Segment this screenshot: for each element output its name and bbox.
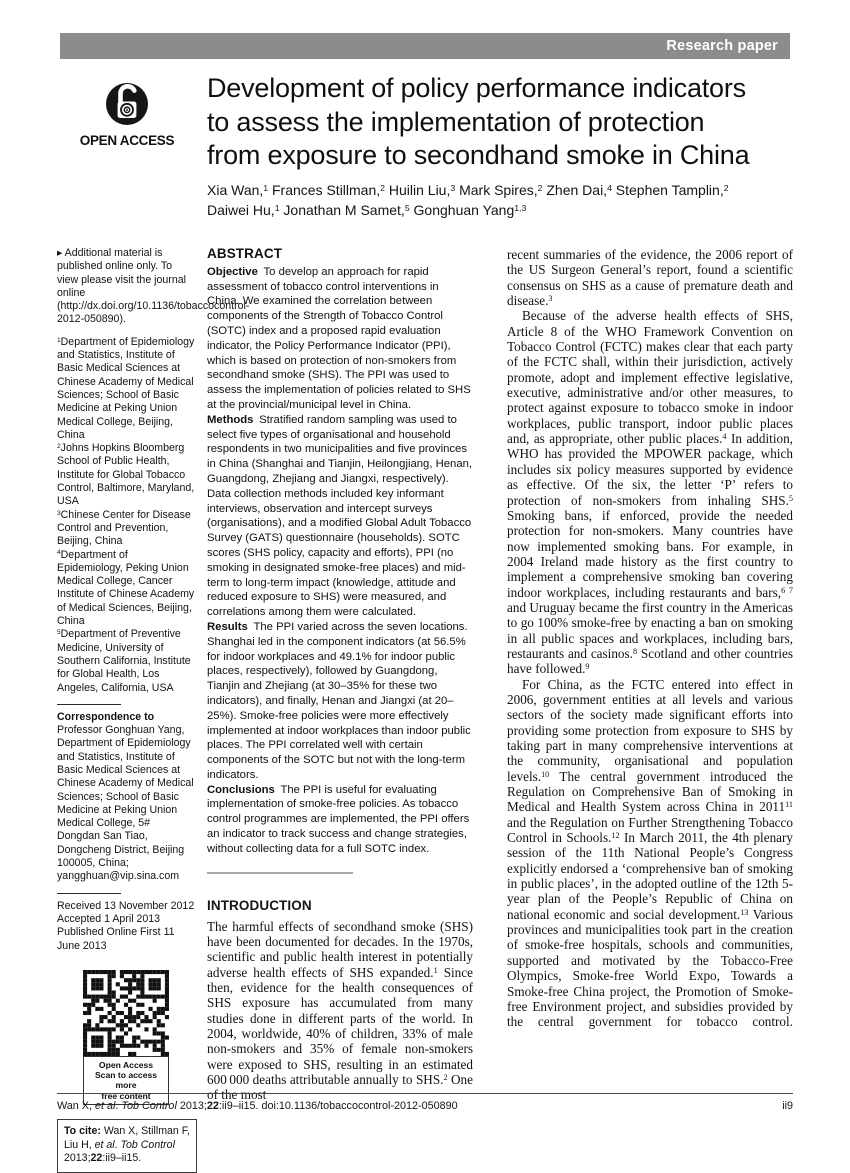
additional-material-note: ▸ Additional material is published online only. To view please visit the journal online (http://dx.doi.org/10.1136/tobaccocontrol-2012-050890). [57, 247, 250, 326]
abstract-paragraph: Objective To develop an approach for rapid assessment of tobacco control interventions in China. We examined the correlation between components of the Strength of Tobacco Control (SOTC) index and a proposed rapid evaluation indicator, the Policy Performance Indicator (PPI), which is based on protection of non-smokers from secondhand smoke (SHS). The PPI was used to assess the implementation of policies related to SHS at the provincial/municipal level in China. [207, 265, 471, 411]
page-number: ii9 [782, 1100, 793, 1112]
abstract-heading: ABSTRACT [207, 246, 283, 261]
accepted-date: Accepted 1 April 2013 [57, 912, 161, 925]
qr-caption-line: Open Access [98, 1059, 154, 1070]
abstract-paragraph: Methods Stratified random sampling was used to select five types of organisational and household respondents in two municipalities and five provinces in China (Shanghai and Tianjin, Heilongjiang, Henan, Guangdong, Zhejiang and Jiangxi, respectively). Data collection methods included key informant interviews, observation and intercept surveys (organisations), and a modified Global Adult Tobacco Survey (GATS) questionnaire (households). SOTC scores (SHS policy, capacity and efforts), PPI (no smoking in designated smoke-free places) and mid-term to long-term impact (knowledge, attitude and reduced exposure to SHS) were measured, and correlations among them were calculated. [207, 413, 473, 619]
qr-caption-line: free content [101, 1090, 151, 1101]
qr-caption-line: Scan to access more [94, 1070, 158, 1091]
body-paragraph: For China, as the FCTC entered into effect in 2006, government entities at all levels and various sectors of the society made significant efforts into providing some protection from exposure to SHS by taking part in many comprehensive interventions at the community, organisational and population levels.$^{10}$ The central government introduced the Regulation on Comprehensive Ban of Smoking in Medical and Health System across China in 2011$^{11}$ and the Regulation on Further Strengthening Tobacco Control in Schools.$^{12}$ In March 2011, the 4th plenary session of the 11th National People’s Congress explicitly endorsed a ‘comprehensive ban of smoking in public places’, in the adopted outline of the 12th 5-year plan of the People’s Republic of China on national economic and social development.$^{13}$ Various provinces and municipalities took part in the creation of smoke-free hospitals, schools and communities, supported and motivated by the Tobacco-Free Olympics, Smoke-free World Expo, Towards a Smoke-free China project, the Promotion of Smoke-free Environment project, and subsidies provided by the central government for tobacco control. [507, 676, 794, 1030]
abstract-paragraph: Conclusions The PPI is useful for evaluating implementation of smoke-free policies. As tobacco control programmes are implemented, the PPI offers an indicator to track success and change strategies, without collecting data for a full SOTC index. [207, 783, 470, 855]
history-dates [57, 900, 195, 953]
qr-code [83, 970, 169, 1056]
correspondence [57, 711, 195, 884]
title-line: to assess the implementation of protection [207, 106, 705, 137]
right-column [507, 247, 793, 1030]
middle-column [207, 247, 473, 1103]
affiliation-item: $^4$Department of Epidemiology, Peking Union Medical College, Cancer Institute of Chinese Academy of Medical Sciences, Beijing, China [57, 548, 195, 628]
body-paragraph: recent summaries of the evidence, the 2006 report of the US Surgeon General’s report, found a scientific consensus on SHS as a cause of premature death and disease.$^3$ [507, 247, 793, 309]
footer-divider [57, 1093, 793, 1094]
introduction-paragraph: The harmful effects of secondhand smoke (SHS) have been documented for decades. In the 1970s, scientific and public health interest in potentially adverse health effects of SHS expanded.$^1$ Since then, evidence for the health consequences of SHS exposure has accumulated from many studies done in different parts of the world. In 2004, worldwide, 40% of children, 33% of male non-smokers and 35% of female non-smokers were exposed to SHS, resulting in an estimated 600 000 deaths attributable annually to SHS.$^2$ One of the most [207, 918, 473, 1103]
published-date: Published Online First 11 June 2013 [57, 926, 175, 952]
affiliation-item: $^5$Department of Preventive Medicine, University of Southern California, Institute for Global Health, Los Angeles, California, USA [57, 628, 191, 694]
introduction-section [207, 898, 473, 1103]
article-body [57, 247, 793, 1173]
article-title [207, 72, 807, 173]
section-divider [207, 872, 353, 874]
title-line: Development of policy performance indicators [207, 73, 746, 103]
footer-citation: Wan X, et al. Tob Control 2013;22:ii9–ii15. doi:10.1136/tobaccocontrol-2012-050890 [57, 1100, 458, 1112]
open-access-logo [57, 80, 197, 148]
affiliations [57, 336, 195, 695]
sidebar-divider [57, 704, 121, 705]
open-access-caption: OPEN ACCESS [79, 133, 175, 148]
journal-banner [60, 33, 790, 59]
authors-line: Daiwei Hu,$^1$ Jonathan M Samet,$^5$ Gonghuan Yang$^{1,3}$ [207, 202, 527, 218]
qr-caption [83, 1056, 169, 1105]
received-date: Received 13 November 2012 [57, 899, 195, 912]
affiliation-item: $^3$Chinese Center for Disease Control and Prevention, Beijing, China [57, 508, 191, 548]
authors-line: Xia Wan,$^1$ Frances Stillman,$^2$ Huilin Liu,$^3$ Mark Spires,$^2$ Zhen Dai,$^4$ Stephen Tamplin,$^2$ [207, 182, 729, 198]
to-cite-box: To cite: Wan X, Stillman F, Liu H, et al. Tob Control 2013;22:ii9–ii15. [57, 1119, 197, 1173]
abstract-paragraph: Results The PPI varied across the seven locations. Shanghai led in the component indicators (at 56.5% for indoor workplaces and 49.1% for indoor public places, respectively), followed by Guangdong, Tianjin and Zhejiang (at 30–35% for these two indicators), and finally, Henan and Jiangxi (at 20–25%). Smoke-free policies were more effectively implemented at indoor workplaces than indoor public places. The PPI correlated well with certain components of the SOTC but not with the long-term indicators. [207, 620, 471, 781]
title-line: from exposure to secondhand smoke in China [207, 140, 750, 170]
research-paper-label: Research paper [666, 38, 778, 54]
footer [57, 1100, 793, 1112]
introduction-heading: INTRODUCTION [207, 897, 312, 913]
sidebar-divider [57, 893, 121, 894]
authors [207, 180, 807, 220]
open-access-qr-block [83, 970, 169, 1105]
open-lock-icon [57, 80, 197, 126]
correspondence-text: Professor Gonghuan Yang, Department of Epidemiology and Statistics, Institute of Basic Medical Sciences at Chinese Academy of Medical Sciences; School of Basic Medicine at Peking Union Medical College, 5# Dongdan San Tiao, Dongcheng District, Beijing 100005, China; yangghuan@vip.sina.com [57, 724, 194, 883]
affiliation-item: $^1$Department of Epidemiology and Statistics, Institute of Basic Medical Sciences at Chinese Academy of Medical Sciences; School of Basic Medicine at Peking Union Medical College, Beijing, China [57, 335, 195, 441]
body-paragraph: Because of the adverse health effects of SHS, Article 8 of the WHO Framework Convention on Tobacco Control (FCTC) makes clear that each party of the FCTC shall, within their jurisdiction, actively promote, adopt and implement effective legislative, executive, administrative and/or other measures, to protect against exposure to tobacco smoke in indoor workplaces, public transport, indoor public places and, as appropriate, other public places.$^4$ In addition, WHO has provided the MPOWER package, which includes six policy measures supported by evidence as effective. Of the six, the letter ‘P’ refers to protection of non-smokers from inhaling SHS.$^5$ Smoking bans, if enforced, provide the needed protection for non-smokers. Many countries have now implemented smoking bans. For example, in 2004 Ireland made history as the first country to implement a comprehensive smoking ban covering indoor workplaces, including restaurants and bars,$^{6 7}$ and Uruguay became the first country in the Americas to go 100% smoke-free by enacting a ban on smoking in all public spaces and workplaces, including bars, restaurants and casinos.$^8$ Scotland and other countries have followed.$^9$ [507, 308, 794, 677]
abstract-section [207, 247, 473, 857]
affiliation-item: $^2$Johns Hopkins Bloomberg School of Public Health, Institute for Global Tobacco Control, Baltimore, Maryland, USA [57, 442, 195, 508]
correspondence-label: Correspondence to [57, 710, 155, 723]
